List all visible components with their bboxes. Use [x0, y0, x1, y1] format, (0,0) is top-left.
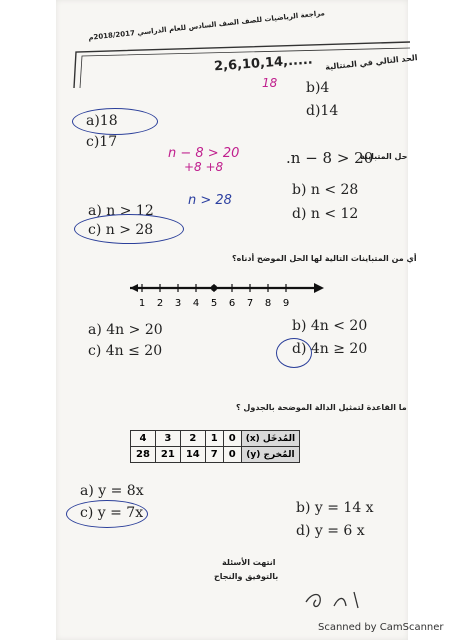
q2-option-c: c) n > 28	[88, 222, 154, 238]
closing-line1: انتهت الأسئلة	[222, 558, 276, 567]
table-row-inputs	[131, 431, 300, 447]
q2-hand-line3: n > 28	[188, 193, 232, 208]
q1-option-b: b)4	[306, 80, 330, 96]
number-line-tick-label: 8	[264, 298, 272, 309]
table-cell: 4	[131, 431, 156, 447]
q4-question: ما القاعدة لتمثيل الدالة الموضحة بالجدول ؟	[236, 403, 407, 412]
q2-option-b: b) n < 28	[292, 182, 359, 198]
number-line-tick-label: 6	[228, 298, 236, 309]
q4-answer-circle	[66, 500, 148, 528]
number-line-tick-label: 3	[174, 298, 182, 309]
q4-option-a: a) y = 8x	[80, 483, 144, 499]
number-line-tick-label: 7	[246, 298, 254, 309]
q2-answer-circle	[74, 214, 184, 244]
table-header-output: المُخرج (y)	[241, 447, 299, 463]
q3-option-c: c) 4n ≤ 20	[88, 343, 163, 359]
q2-hand-line1: n − 8 > 20	[168, 146, 240, 161]
table-cell: 0	[223, 431, 241, 447]
q4-option-c: c) y = 7x	[80, 505, 144, 521]
number-line-tick-label: 1	[138, 298, 146, 309]
q1-stem-arabic: الحد التالي في المتتالية	[324, 53, 418, 72]
table-cell: 3	[155, 431, 180, 447]
table-cell: 0	[223, 447, 241, 463]
table-cell: 14	[180, 447, 205, 463]
q4-option-d: d) y = 6 x	[296, 523, 365, 539]
table-cell: 7	[205, 447, 223, 463]
q3-option-a: a) 4n > 20	[88, 322, 163, 338]
q2-hand-line2: +8 +8	[184, 160, 224, 174]
number-line-tick-label: 5	[210, 298, 218, 309]
q1-answer-circle	[72, 108, 158, 135]
camscanner-watermark: Scanned by CamScanner	[318, 622, 444, 633]
q3-question: أي من المتباينات التالية لها الحل الموضح أدناه؟	[232, 254, 417, 263]
q1-sequence: 2,6,10,14,.....	[213, 52, 314, 75]
table-row-outputs	[131, 447, 300, 463]
table-header-input: المُدخَل (x)	[241, 431, 299, 447]
closing-line2: بالتوفيق والنجاح	[214, 572, 279, 581]
table-cell: 1	[205, 431, 223, 447]
q3-option-d: d) 4n ≥ 20	[292, 341, 368, 357]
number-line-point	[211, 285, 217, 291]
function-table	[130, 430, 300, 463]
q4-option-b: b) y = 14 x	[296, 500, 374, 516]
table-cell: 28	[131, 447, 156, 463]
teacher-signature	[300, 584, 370, 614]
q2-option-a: a) n > 12	[88, 203, 154, 219]
number-line-tick-label: 2	[156, 298, 164, 309]
q1-option-d: d)14	[306, 103, 339, 119]
header-title: مراجعة الرياضيات للصف الصف السادس للعام الدراسي 2018/2017م	[88, 9, 326, 42]
q1-option-a: a)18	[86, 113, 118, 129]
number-line-tick-label: 4	[192, 298, 200, 309]
table-cell: 2	[180, 431, 205, 447]
q1-handwritten-answer: 18	[262, 76, 278, 90]
q1-option-c: c)17	[86, 134, 118, 150]
q3-option-b: b) 4n < 20	[292, 318, 368, 334]
q2-stem-arabic: حل المتباينة	[360, 152, 408, 161]
table-cell: 21	[155, 447, 180, 463]
q3-answer-circle	[276, 338, 312, 368]
q2-stem: .n − 8 > 20	[286, 149, 374, 167]
q2-option-d: d) n < 12	[292, 206, 359, 222]
number-line	[128, 278, 328, 312]
number-line-tick-label: 9	[282, 298, 290, 309]
